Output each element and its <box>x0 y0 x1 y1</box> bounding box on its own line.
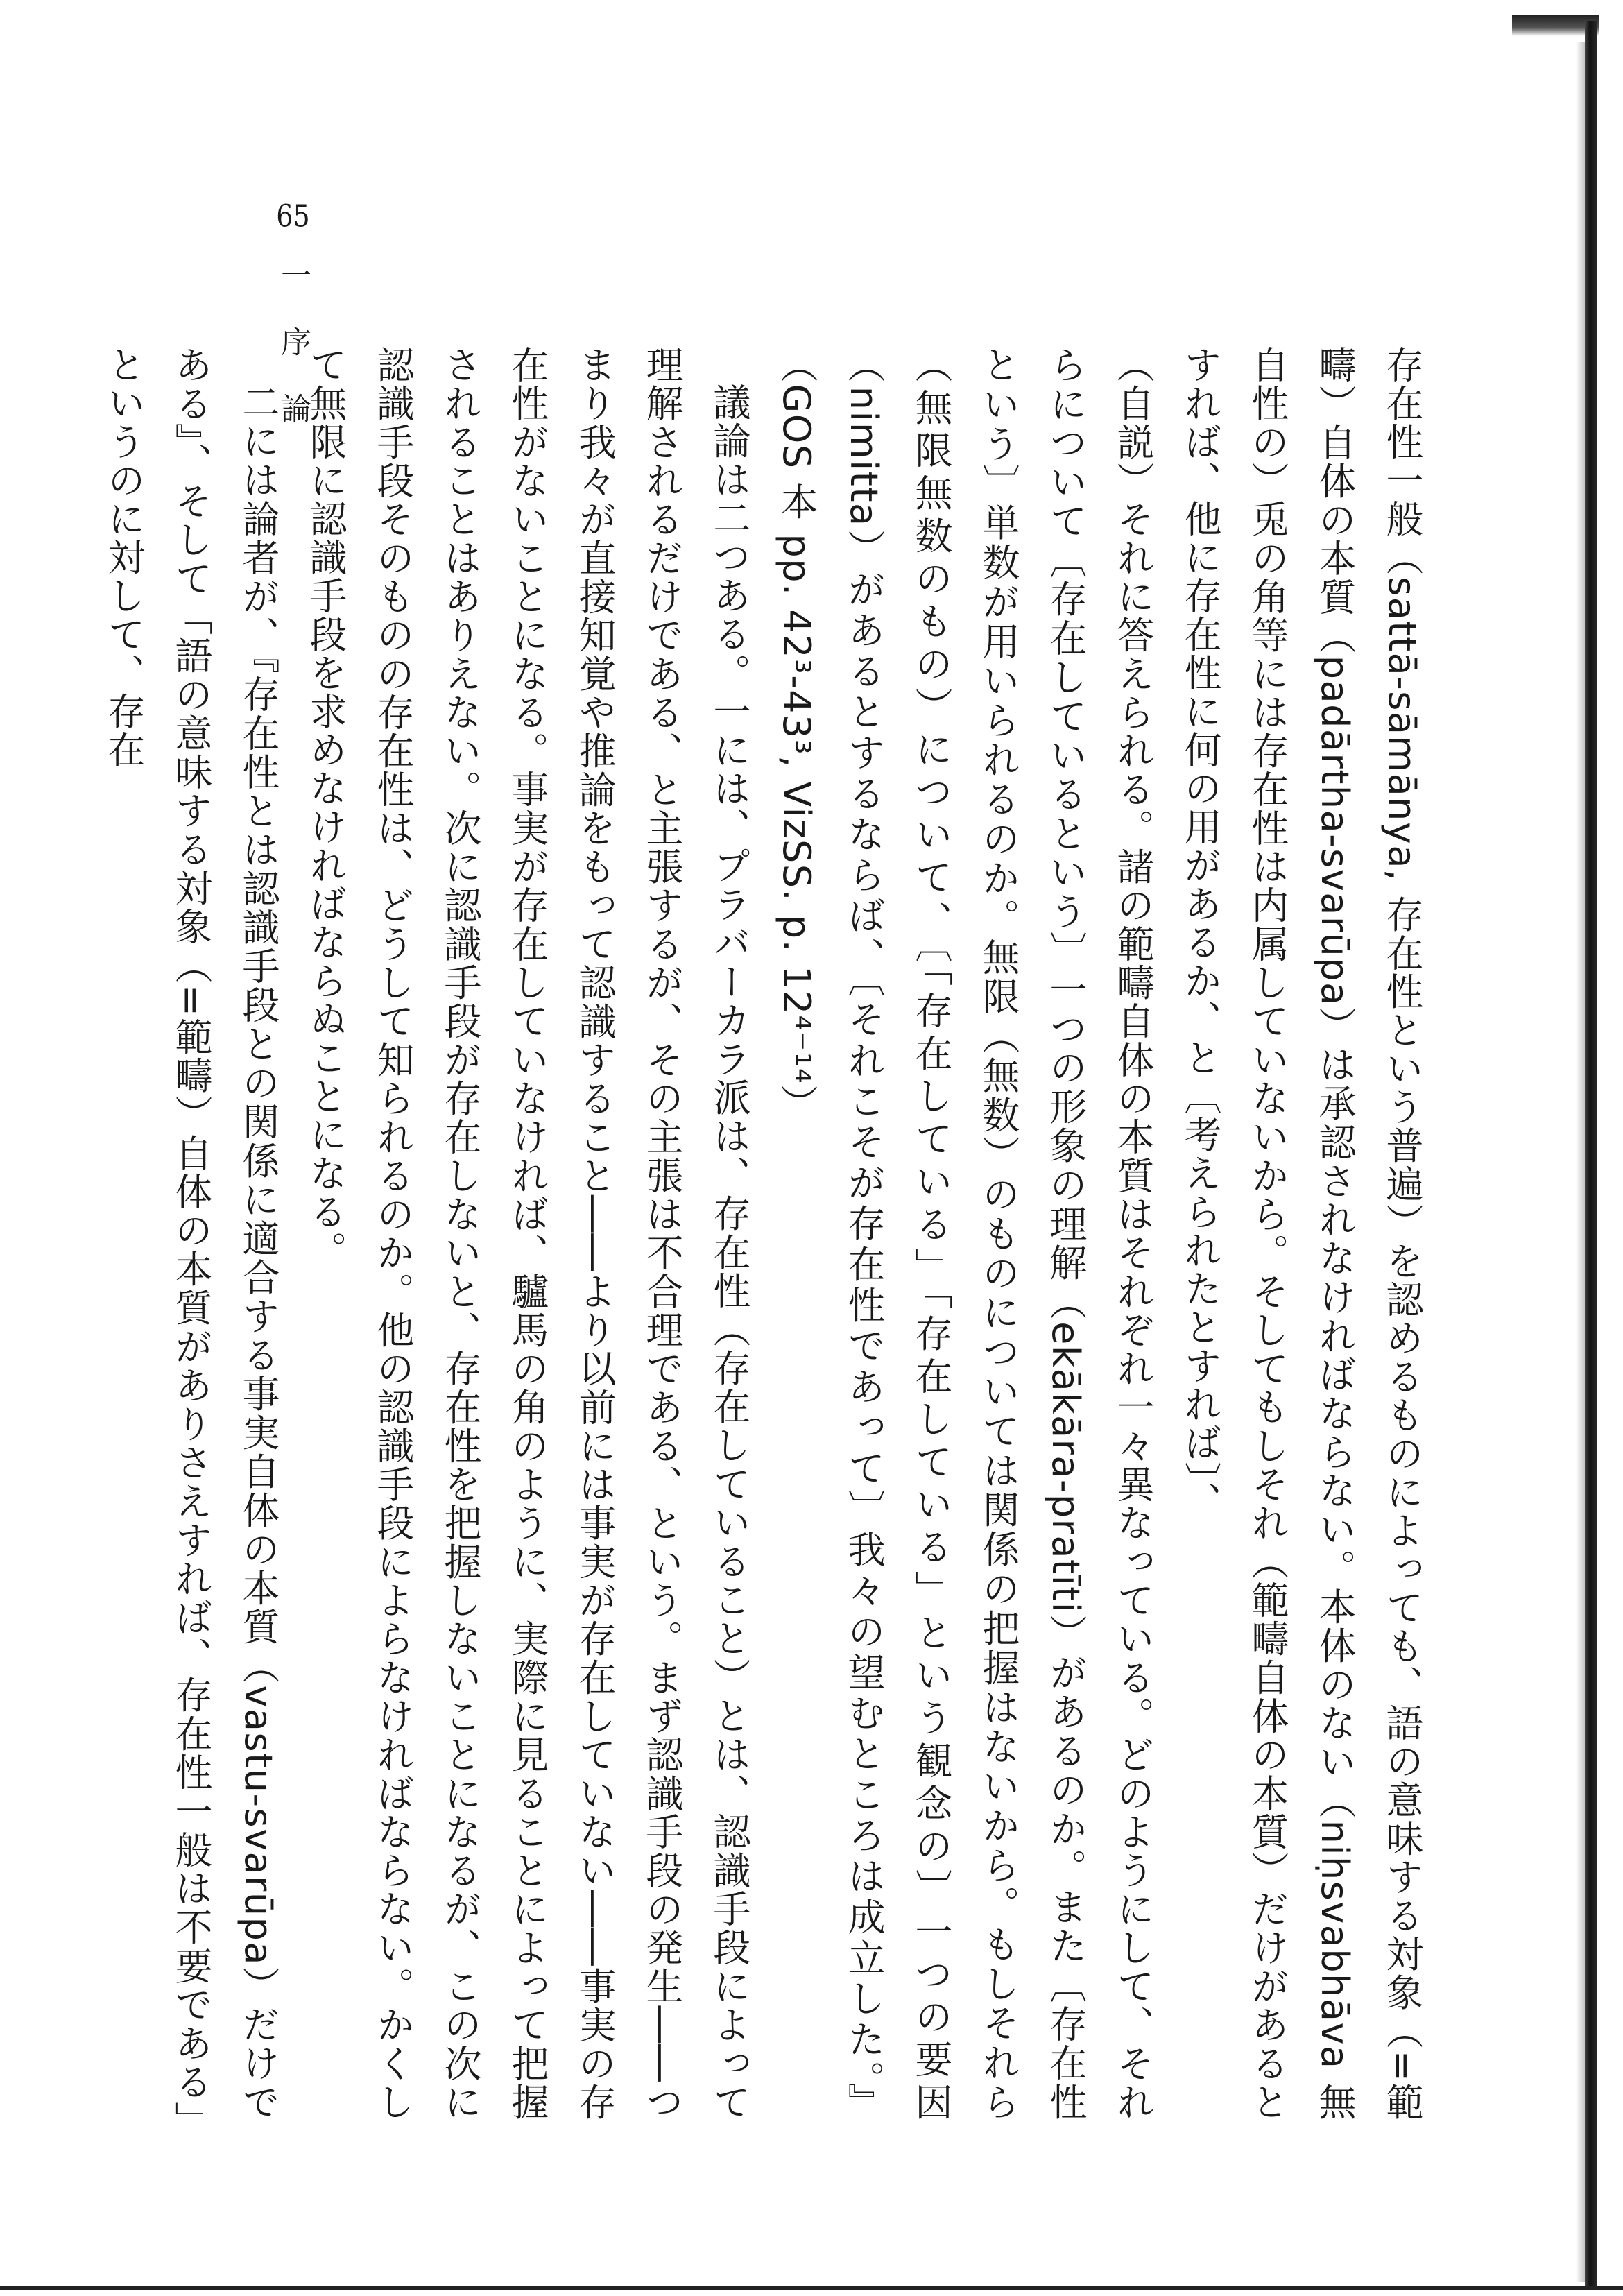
page-number: 65 <box>276 201 310 232</box>
section-title: 一 序 論 <box>275 259 311 426</box>
paragraph-1: 存在性一般（sattā-sāmānya, 存在性という普遍）を認めるものによっても、語の意味する対象（=範疇）自体の本質（padārtha-svarūpa）は承認されなければならない。本体のない（niḥsvabhāva 無自性の）兎の角等には存在性は内属していないから。そしてもしそれ（範疇自体の本質）だけがあるとすれば、他に存在性に何の用があるか、と〔考えられたとすれば〕、 <box>1178 345 1424 2121</box>
paragraph-2: （自説）それに答えられる。諸の範疇自体の本質はそれぞれ一々異なっている。どのようにして、それらについて〔存在しているという〕一つの形象の理解（ekākāra-pratīti）があるのか。また〔存在性という〕単数が用いられるのか。無限（無数）のものについては関係の把握はないから。もしそれら（無限無数のもの）について、〔「存在している」「存在している」という観念の〕一つの要因（nimitta）があるとするならば、〔それこそが存在性であって〕我々の望むところは成立した。』（GOS 本 pp. 42³-43³, VizSS. p. 12⁴⁻¹⁴） <box>775 345 1155 2121</box>
paragraph-4: 二には論者が、『存在性とは認識手段との関係に適合する事実自体の本質（vastu-svarūpa）だけである』、そして「語の意味する対象（=範疇）自体の本質がありさえすれば、存在性一般は不要である」というのに対して、存在 <box>102 345 280 2121</box>
scan-edge-right <box>1585 21 1597 2289</box>
body-text <box>102 345 1436 2122</box>
scan-edge-bottom <box>0 2286 1623 2290</box>
scan-edge-shadow <box>1576 42 1586 2282</box>
paragraph-3: 議論は二つある。一には、プラバーカラ派は、存在性（存在していること）とは、認識手段によって理解されるだけである、と主張するが、その主張は不合理である、という。まず認識手段の発生――つまり我々が直接知覚や推論をもって認識すること――より以前には事実が存在していない――事実の存在性がないことになる。事実が存在していなければ、驢馬の角のように、実際に見ることによって把握されることはありえない。次に認識手段が存在しないと、存在性を把握しないことになるが、この次に認識手段そのものの存在性は、どうして知られるのか。他の認識手段によらなければならない。かくして無限に認識手段を求めなければならぬことになる。 <box>304 345 751 2122</box>
